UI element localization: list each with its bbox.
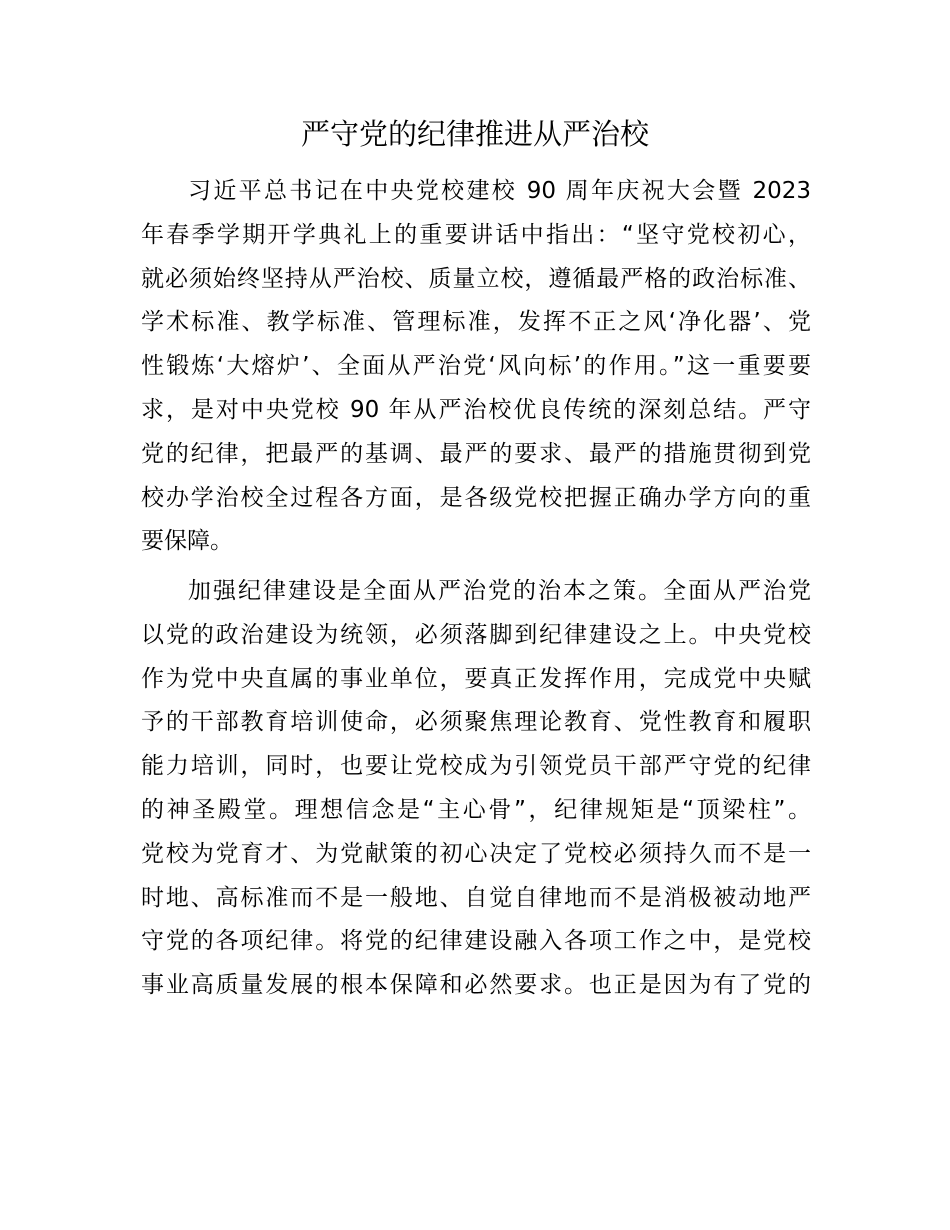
text-line: 性锻炼‘大熔炉’、全面从严治党‘风向标’的作用。”这一重要要 (141, 353, 811, 380)
text-line: 就必须始终坚持从严治校、质量立校，遵循最严格的政治标准、 (141, 265, 811, 292)
text-line: 的神圣殿堂。理想信念是“主心骨”，纪律规矩是“顶梁柱”。 (141, 796, 811, 823)
text-line: 习近平总书记在中央党校建校 90 周年庆祝大会暨 2023 (188, 178, 811, 204)
text-line: 学术标准、教学标准、管理标准，发挥不正之风‘净化器’、党 (141, 309, 811, 336)
text-line: 年春季学期开学典礼上的重要讲话中指出：“坚守党校初心， (141, 221, 811, 248)
text-line: 校办学治校全过程各方面，是各级党校把握正确办学方向的重 (141, 484, 811, 511)
text-line: 要保障。 (141, 528, 233, 555)
document-title: 严守党的纪律推进从严治校 (300, 117, 649, 151)
text-line: 党的纪律，把最严的基调、最严的要求、最严的措施贯彻到党 (141, 440, 811, 467)
paragraph-1 (141, 170, 811, 564)
paragraph-2 (141, 570, 811, 1008)
text-line: 予的干部教育培训使命，必须聚焦理论教育、党性教育和履职 (141, 709, 811, 736)
text-line: 守党的各项纪律。将党的纪律建设融入各项工作之中，是党校 (141, 928, 811, 955)
text-line: 作为党中央直属的事业单位，要真正发挥作用，完成党中央赋 (141, 665, 811, 692)
text-line: 以党的政治建设为统领，必须落脚到纪律建设之上。中央党校 (141, 621, 811, 648)
text-line: 能力培训，同时，也要让党校成为引领党员干部严守党的纪律 (141, 753, 811, 780)
text-line: 事业高质量发展的根本保障和必然要求。也正是因为有了党的 (141, 972, 811, 999)
text-line: 党校为党育才、为党献策的初心决定了党校必须持久而不是一 (141, 840, 811, 867)
text-line: 求，是对中央党校 90 年从严治校优良传统的深刻总结。严守 (141, 396, 811, 423)
text-line: 加强纪律建设是全面从严治党的治本之策。全面从严治党 (188, 578, 811, 604)
text-line: 时地、高标准而不是一般地、自觉自律地而不是消极被动地严 (141, 884, 811, 911)
